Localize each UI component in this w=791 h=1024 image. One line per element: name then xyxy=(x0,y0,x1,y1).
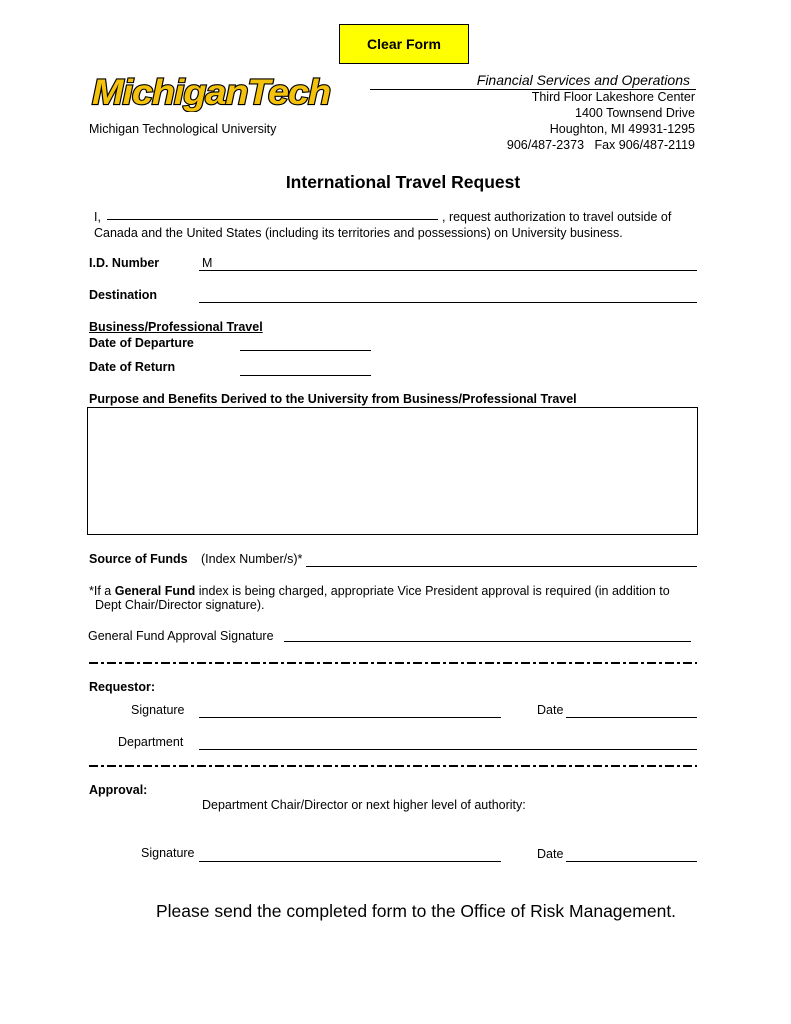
requestor-department-field[interactable] xyxy=(199,749,697,750)
destination-label: Destination xyxy=(89,288,158,302)
note-suffix: index is being charged, appropriate Vice President approval is required (in addition to xyxy=(195,584,670,598)
funds-label: Source of Funds xyxy=(89,552,188,566)
requestor-heading: Requestor: xyxy=(89,680,155,694)
index-number-field[interactable] xyxy=(306,566,697,567)
departure-date-field[interactable] xyxy=(240,350,371,351)
approval-date-label: Date xyxy=(537,847,564,861)
michigan-tech-logo xyxy=(88,70,334,112)
university-name: Michigan Technological University xyxy=(89,122,277,136)
clear-form-button[interactable]: Clear Form xyxy=(339,24,469,64)
approval-heading: Approval: xyxy=(89,783,148,797)
general-fund-note-line-2: Dept Chair/Director signature). xyxy=(95,598,265,612)
general-fund-signature-label: General Fund Approval Signature xyxy=(88,629,274,643)
office-address-1: Third Floor Lakeshore Center xyxy=(531,90,695,104)
requestor-name-field[interactable] xyxy=(107,219,438,220)
office-phone: 906/487-2373 Fax 906/487-2119 xyxy=(506,138,695,152)
approval-date-field[interactable] xyxy=(566,861,697,862)
purpose-label: Purpose and Benefits Derived to the University from Business/Professional Travel xyxy=(89,392,577,406)
approval-authority-text: Department Chair/Director or next higher level of authority: xyxy=(202,798,526,812)
general-fund-signature-field[interactable] xyxy=(284,641,691,642)
section-divider-1 xyxy=(89,662,697,664)
requestor-signature-field[interactable] xyxy=(199,717,501,718)
approval-signature-label: Signature xyxy=(141,846,195,860)
return-label: Date of Return xyxy=(89,360,176,374)
destination-field[interactable] xyxy=(199,302,697,303)
office-name: Financial Services and Operations xyxy=(476,72,690,88)
requestor-department-label: Department xyxy=(118,735,184,749)
requestor-signature-label: Signature xyxy=(131,703,185,717)
section-divider-2 xyxy=(89,765,697,767)
form-title: International Travel Request xyxy=(285,172,521,192)
intro-suffix: , request authorization to travel outside of xyxy=(442,210,672,224)
approval-signature-field[interactable] xyxy=(199,861,501,862)
footer-instruction: Please send the completed form to the Office of Risk Management. xyxy=(155,901,677,921)
return-date-field[interactable] xyxy=(240,375,371,376)
requestor-date-field[interactable] xyxy=(566,717,697,718)
id-number-value: M xyxy=(202,256,213,270)
office-city: Houghton, MI 49931-1295 xyxy=(549,122,695,136)
note-bold: General Fund xyxy=(114,584,196,598)
note-prefix: *If a xyxy=(89,584,115,598)
intro-prefix: I, xyxy=(94,210,101,224)
office-address-2: 1400 Townsend Drive xyxy=(575,106,695,120)
purpose-textarea[interactable] xyxy=(87,407,698,535)
svg-text:MichiganTech: MichiganTech xyxy=(92,73,330,112)
intro-line-2: Canada and the United States (including its territories and possessions) on University business. xyxy=(94,226,623,240)
requestor-date-label: Date xyxy=(537,703,564,717)
id-number-label: I.D. Number xyxy=(89,256,160,270)
general-fund-note xyxy=(89,584,670,598)
departure-label: Date of Departure xyxy=(89,336,194,350)
business-travel-heading: Business/Professional Travel xyxy=(89,320,263,334)
funds-hint: (Index Number/s)* xyxy=(201,552,303,566)
id-number-field[interactable] xyxy=(199,270,697,271)
